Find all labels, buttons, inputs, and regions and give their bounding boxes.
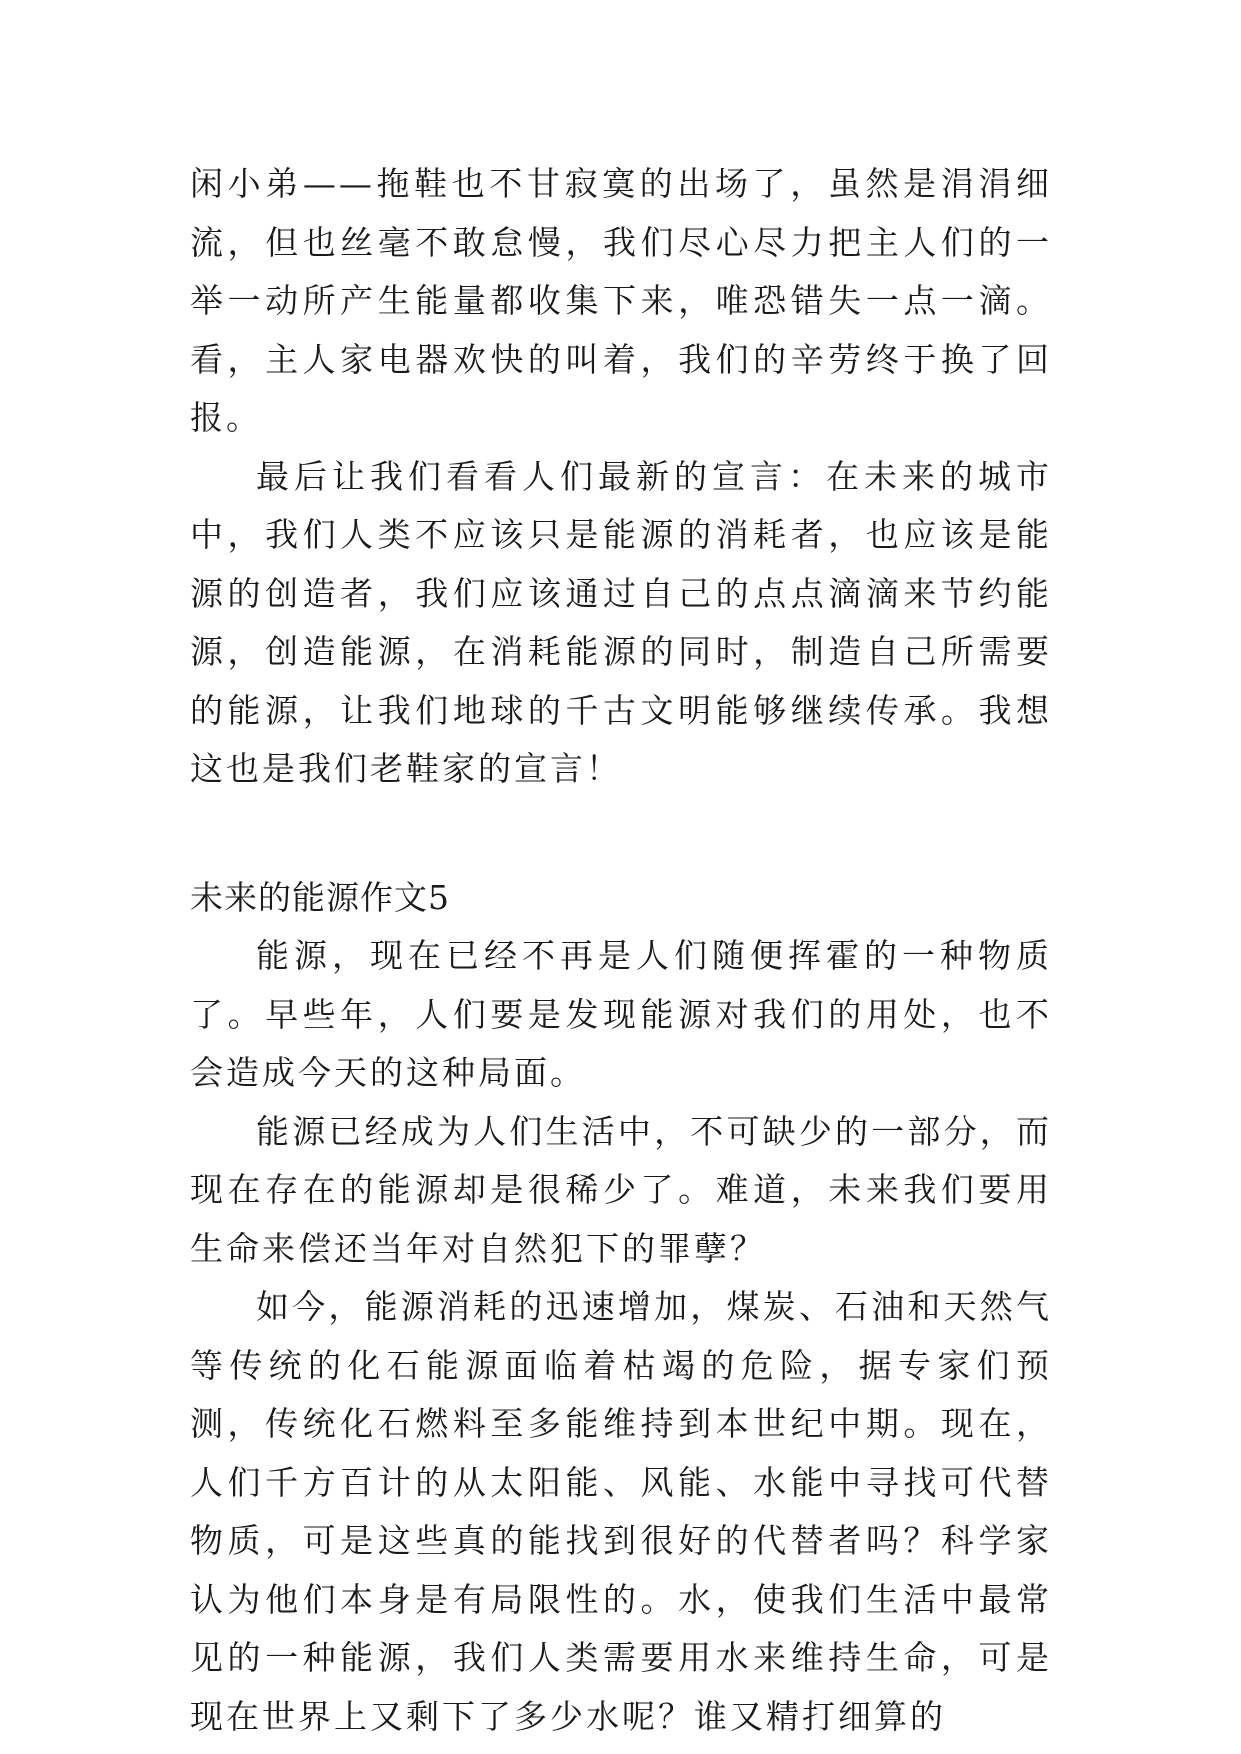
- paragraph-3: 能源，现在已经不再是人们随便挥霍的一种物质了。早些年，人们要是发现能源对我们的用处，也不会造成今天的这种局面。: [190, 936, 1052, 1092]
- document-body: [190, 155, 1052, 1746]
- paragraph-4: 能源已经成为人们生活中，不可缺少的一部分，而现在存在的能源却是很稀少了。难道，未来我们要用生命来偿还当年对自然犯下的罪孽？: [190, 1111, 1052, 1268]
- paragraph-1: 闲小弟——拖鞋也不甘寂寞的出场了，虽然是涓涓细流，但也丝毫不敢怠慢，我们尽心尽力把主人们的一举一动所产生能量都收集下来，唯恐错失一点一滴。看，主人家电器欢快的叫着，我们的辛劳终于换了回报。: [190, 164, 1052, 437]
- section-title: 未来的能源作文5: [190, 877, 450, 917]
- paragraph-2: 最后让我们看看人们最新的宣言：在未来的城市中，我们人类不应该只是能源的消耗者，也应该是能源的创造者，我们应该通过自己的点点滴滴来节约能源，创造能源，在消耗能源的同时，制造自己所需要的能源，让我们地球的千古文明能够继续传承。我想这也是我们老鞋家的宣言！: [190, 456, 1052, 788]
- paragraph-5: 如今，能源消耗的迅速增加，煤炭、石油和天然气等传统的化石能源面临着枯竭的危险，据专家们预测，传统化石燃料至多能维持到本世纪中期。现在，人们千方百计的从太阳能、风能、水能中寻找可代替物质，可是这些真的能找到很好的代替者吗？科学家认为他们本身是有局限性的。水，使我们生活中最常见的一种能源，我们人类需要用水来维持生命，可是现在世界上又剩下了多少水呢？谁又精打细算的: [190, 1287, 1052, 1736]
